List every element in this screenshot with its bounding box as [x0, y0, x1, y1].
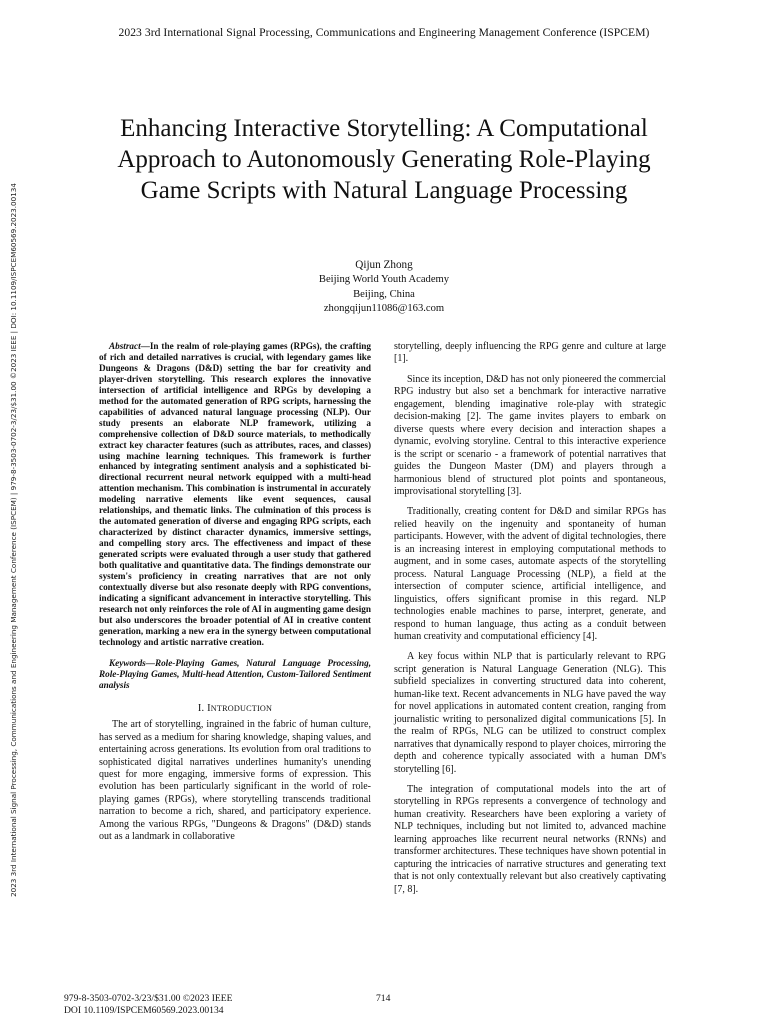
author-name: Qijun Zhong — [355, 259, 413, 271]
author-email: zhongqijun11086@163.com — [323, 303, 445, 315]
sidebar-metadata — [4, 105, 24, 975]
author-block — [234, 258, 534, 317]
right-paragraph-2: Since its inception, D&D has not only pioneered the commercial RPG industry but also set a benchmark for interactive narrative engagement, blending imaginative role-play with strategic decision-making [2]. The game invites players to embark on diverse quests where every decision and interaction shapes a dynamic, evolving storyline. Central to this interactive experience is the script or scenario - a framework of potential narratives that guides the Dungeon Master (DM) and players through a harmonious blend of structured plot points and spontaneous, improvisational storytelling [3]. — [394, 373, 666, 497]
right-paragraph-5: The integration of computational models into the art of storytelling in RPGs represents a convergence of technology and human creativity. Researchers have been exploring a variety of NLP techniques, including but not limited to, advanced machine learning approaches like recurrent neural networks (RNNs) and transformer architectures. These techniques have shown potential in capturing the intricacies of narrative structures and generating text that is not only contextually relevant but also creatively captivating [7, 8]. — [394, 783, 666, 895]
right-paragraph-4: A key focus within NLP that is particularly relevant to RPG script generation is Natural Language Generation (NLG). This subfield specializes in converting structured data into coherent, human-like text. Recent advancements in NLG have paved the way for novel applications in automated content creation, ranging from journalistic writing to personalized digital communications [5]. In the realm of RPGs, NLG can be utilized to construct complex narratives that dynamically respond to player choices, mirroring the depth and coherence typically associated with a human DM's storytelling [6]. — [394, 651, 666, 775]
abstract — [99, 341, 371, 648]
right-paragraph-3: Traditionally, creating content for D&D and similar RPGs has relied heavily on the ingenuity and spontaneity of human participants. However, with the advent of digital technologies, there is an increasing interest in employing computational methods to augment, and in some cases, automate aspects of the storytelling process. Natural Language Processing (NLP), a field at the intersection of computer science, artificial intelligence, and linguistics, offers significant promise in this regard. NLP technologies enable machines to parse, interpret, generate, and respond to human language, thus acting as a conduit between human creativity and computational efficiency [4]. — [394, 506, 666, 642]
section-heading-text: NTRODUCTION — [210, 703, 273, 713]
author-location: Beijing, China — [353, 288, 415, 300]
footer-copyright — [64, 993, 233, 1016]
sidebar-doi-text: 2023 3rd International Signal Processing, Communications and Engineering Management Conference (ISPCEM) | 979-8-3503-0702-3/23/$31.00 ©2023 IEEE | DOI: 10.1109/ISPCEM60569.2023.00134 — [9, 183, 18, 897]
conference-header: 2023 3rd International Signal Processing, Communications and Engineering Management Conference (ISPCEM) — [118, 26, 650, 39]
paper-title: Enhancing Interactive Storytelling: A Computational Approach to Autonomously Generating Role-Playing Game Scripts with Natural Language Processing — [117, 115, 651, 204]
intro-paragraph-1: The art of storytelling, ingrained in the fabric of human culture, has served as a medium for sharing knowledge, shaping values, and entertaining across generations. Its evolution from oral traditions to sophisticated digital narratives underlines humanity's unending quest for more engaging, immersive forms of expression. This evolution has been particularly significant in the world of role-playing games (RPGs), where storytelling transcends traditional narration to become a rich, shared, and participatory experience. Among the various RPGs, "Dungeons & Dragons" (D&D) stands out as a landmark in collaborative — [99, 719, 371, 843]
footer-doi: DOI 10.1109/ISPCEM60569.2023.00134 — [64, 1004, 224, 1016]
section-numeral: I. I — [197, 702, 211, 714]
author-affiliation: Beijing World Youth Academy — [318, 274, 450, 286]
page-number: 714 — [376, 993, 391, 1004]
right-paragraph-continued: storytelling, deeply influencing the RPG genre and culture at large [1]. — [394, 341, 666, 365]
left-column — [99, 341, 371, 852]
keywords: Keywords—Role-Playing Games, Natural Language Processing, Role-Playing Games, Multi-head Attention, Custom-Tailored Sentiment analysis — [99, 657, 371, 690]
right-column — [394, 341, 666, 904]
abstract-label: Abstract — [109, 341, 141, 351]
section-heading-introduction — [99, 703, 371, 715]
footer-isbn: 979-8-3503-0702-3/23/$31.00 ©2023 IEEE — [64, 993, 233, 1004]
abstract-text: —In the realm of role-playing games (RPGs), the crafting of rich and detailed narratives is crucial, with legendary games like Dungeons & Dragons (D&D) setting the bar for creativity and player-driven storytelling. This research explores the innovative intersection of artificial intelligence and RPGs by developing a method for the automated generation of RPG scripts, harnessing the capabilities of advanced natural language processing (NLP). Our study presents an elaborate NLP framework, utilizing a comprehensive collection of D&D source materials, to methodically extract key character features (such as attributes, races, and classes) using machine learning techniques. This framework is further enhanced by integrating sentiment analysis and a sophisticated bi-directional recurrent neural network equipped with a multi-head attention mechanism. This combination is instrumental in accurately modeling narrative elements like event sequences, causal relationships, and thematic links. The culmination of this process is the automated generation of diverse and engaging RPG scripts, each characterized by distinct character dynamics, immersive settings, and compelling story arcs. The effectiveness and impact of these generated scripts were evaluated through a user study that gathered both qualitative and quantitative data. The findings demonstrate our system's proficiency in creating narratives that are not only contextually diverse but also resonate deeply with RPG conventions, indicating a significant advancement in interactive storytelling. This research not only reinforces the role of AI in augmenting game design but also underscores the broader potential of AI in creative content generation, marking a new era in the synergy between computational technology and artistic narrative creation. — [99, 341, 371, 647]
